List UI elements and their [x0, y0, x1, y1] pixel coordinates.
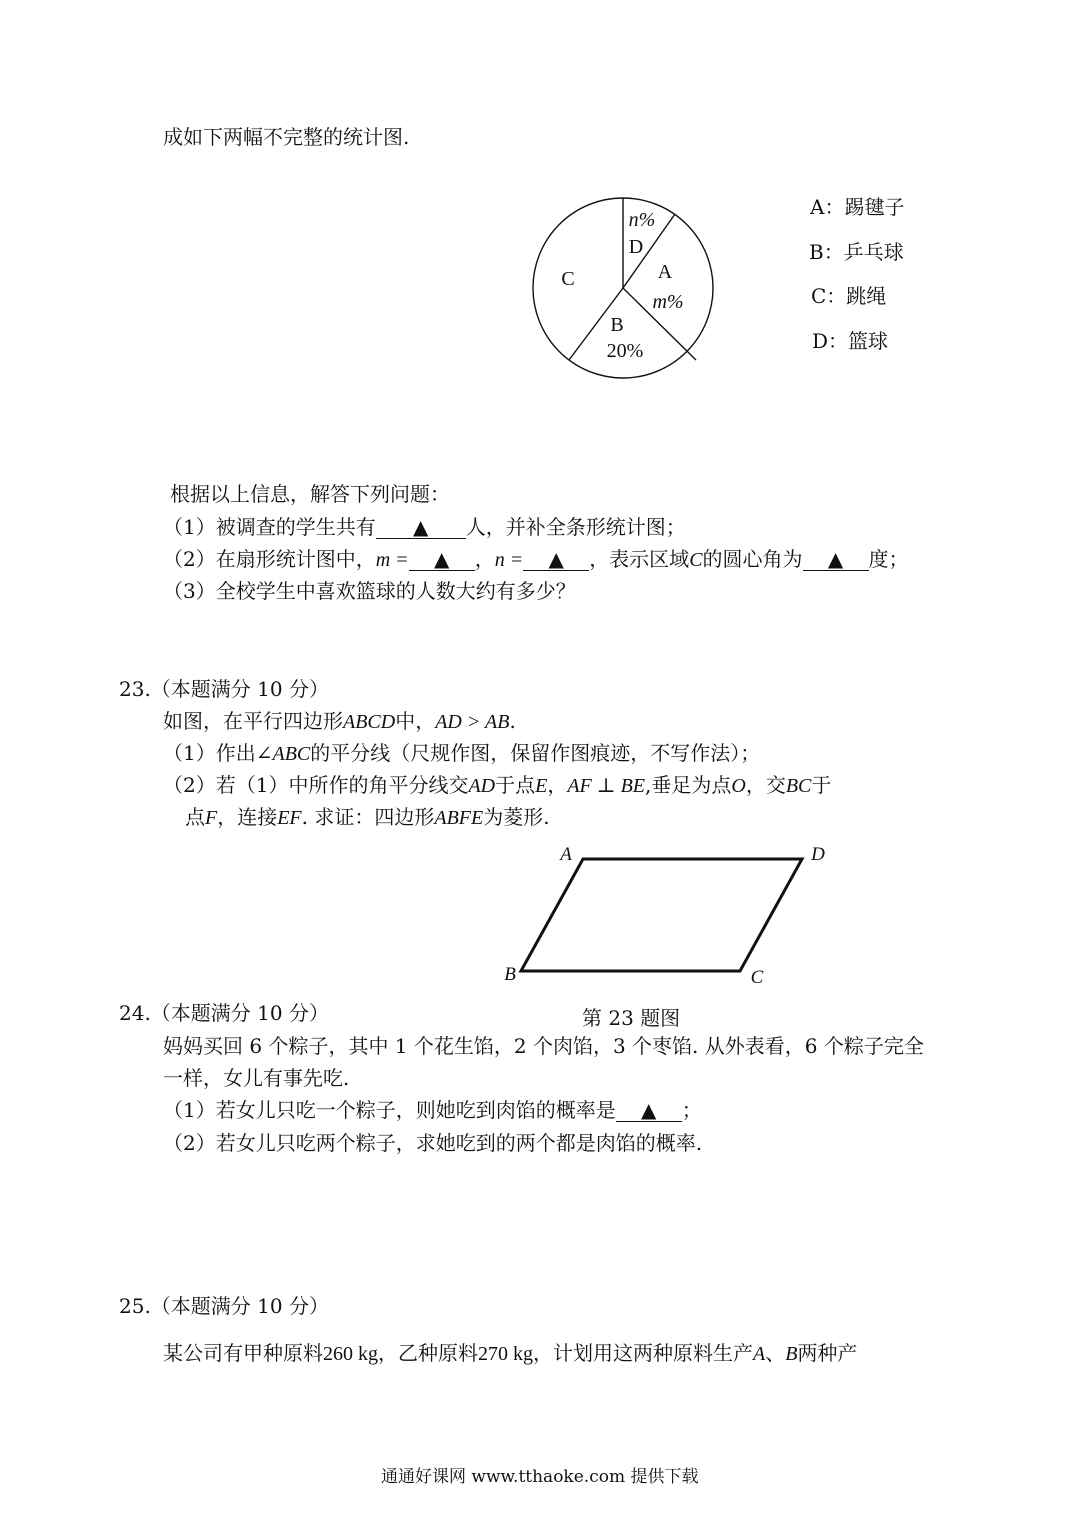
var-E: E	[535, 775, 548, 797]
pie-slice-label-D-value: n%	[628, 209, 656, 231]
q22-part1-text-a: （1）被调查的学生共有	[163, 515, 376, 539]
answer-blank-probability[interactable]: ▲	[616, 1099, 682, 1122]
weight-270: 270 kg	[478, 1343, 533, 1365]
answer-blank-angle[interactable]: ▲	[803, 548, 869, 571]
var-C: C	[689, 549, 703, 571]
var-m: m =	[375, 549, 409, 571]
parallelogram-figure	[500, 840, 830, 990]
q23-line4	[185, 805, 550, 830]
legend-item-D: D：篮球	[812, 329, 889, 353]
answer-blank-n[interactable]: ▲	[523, 548, 589, 571]
var-F: F	[205, 807, 218, 829]
q24-line1: 妈妈买回 6 个粽子，其中 1 个花生馅，2 个肉馅，3 个枣馅. 从外表看，6 个粽子完全	[163, 1034, 924, 1058]
q25-line1-a: 某公司有甲种原料	[163, 1341, 323, 1365]
legend-item-C: C：跳绳	[811, 284, 887, 308]
q25-line1-b: ，乙种原料	[378, 1341, 478, 1365]
q22-part1-text-b: 人，并补全条形统计图；	[465, 515, 686, 539]
q23-heading: 23.（本题满分 10 分）	[119, 677, 329, 701]
q22-part3: （3）全校学生中喜欢篮球的人数大约有多少？	[163, 579, 576, 603]
q23-line3-c: ，	[547, 773, 568, 797]
q22-part1	[163, 515, 686, 539]
footer-watermark: 通通好课网 www.tthaoke.com 提供下载	[381, 1467, 699, 1487]
q23-line3	[163, 773, 831, 798]
q22-part2-text-b: ，表示区域	[589, 547, 690, 571]
q23-line2-b: 的平分线（尺规作图，保留作图痕迹，不写作法）；	[310, 741, 761, 765]
var-AD: AD	[468, 775, 496, 797]
var-n: n =	[494, 549, 524, 571]
intro-line: 成如下两幅不完整的统计图.	[163, 125, 410, 149]
relation-AD-AB: AD > AB	[435, 711, 510, 733]
var-O: O	[731, 775, 746, 797]
q24-line3	[163, 1098, 702, 1122]
pie-chart	[532, 197, 714, 379]
parallelogram-ABCD	[521, 859, 802, 971]
q24-line4: （2）若女儿只吃两个粽子，求她吃到的两个都是肉馅的概率.	[163, 1131, 703, 1155]
weight-260: 260 kg	[323, 1343, 378, 1365]
pie-slice-label-B: B	[610, 314, 624, 336]
var-ABCD: ABCD	[343, 711, 396, 733]
q23-line1-b: 中，	[395, 709, 436, 733]
q22-part2-text-c: 的圆心角为	[702, 547, 803, 571]
q22-part2-text-a: （2）在扇形统计图中，	[163, 547, 376, 571]
q23-line3-d: ,垂足为点	[645, 773, 732, 797]
vertex-label-B: B	[504, 964, 516, 985]
var-ABFE: ABFE	[434, 807, 484, 829]
answer-blank[interactable]: ▲	[376, 516, 466, 539]
var-B: B	[785, 1343, 798, 1365]
q23-line4-b: ，连接	[217, 805, 278, 829]
q22-part2-text-d: 度；	[868, 547, 909, 571]
q24-line3-b: ；	[681, 1098, 702, 1122]
q22-part2-sep: ，	[474, 547, 495, 571]
q23-line4-a: 点	[185, 805, 205, 829]
q22-part2	[163, 547, 909, 572]
figure-caption: 第 23 题图	[582, 1006, 681, 1030]
pie-slice-label-C: C	[561, 268, 575, 290]
q23-line4-c: . 求证：四边形	[301, 805, 435, 829]
q25-line1	[163, 1341, 857, 1366]
angle-ABC: ∠ABC	[255, 743, 311, 765]
q25-heading: 25.（本题满分 10 分）	[119, 1294, 329, 1318]
q22-lead: 根据以上信息，解答下列问题：	[170, 482, 450, 506]
pie-slice-label-A-value: m%	[652, 291, 684, 313]
vertex-label-D: D	[811, 844, 825, 865]
vertex-label-C: C	[750, 967, 764, 988]
q23-line3-a: （2）若（1）中所作的角平分线交	[163, 773, 469, 797]
q24-line3-a: （1）若女儿只吃一个粽子，则她吃到肉馅的概率是	[163, 1098, 616, 1122]
q23-line3-b: 于点	[495, 773, 536, 797]
q24-heading: 24.（本题满分 10 分）	[119, 1001, 329, 1025]
vertex-label-A: A	[560, 844, 572, 865]
q25-line1-e: 两种产	[797, 1341, 858, 1365]
q23-line4-d: 为菱形.	[483, 805, 550, 829]
pie-slice-label-B-value: 20%	[606, 340, 644, 362]
perp-AF-BE: AF ⊥ BE	[567, 775, 646, 797]
legend-item-B: B：乒乓球	[809, 240, 904, 264]
pie-slice-label-A: A	[657, 261, 673, 283]
q24-line2: 一样，女儿有事先吃.	[163, 1066, 350, 1090]
q23-line3-f: 于	[811, 773, 832, 797]
q23-line3-e: ，交	[745, 773, 786, 797]
var-A: A	[753, 1343, 766, 1365]
var-BC: BC	[785, 775, 812, 797]
q23-line2-a: （1）作出	[163, 741, 256, 765]
q23-line1	[163, 709, 516, 734]
var-EF: EF	[277, 807, 302, 829]
q25-line1-d: 、	[765, 1341, 786, 1365]
q23-line2	[163, 741, 760, 766]
pie-slice-label-D: D	[628, 236, 644, 258]
legend-item-A: A：踢毽子	[810, 195, 905, 219]
q23-line1-c: .	[509, 709, 516, 733]
answer-blank-m[interactable]: ▲	[409, 548, 475, 571]
q25-line1-c: ，计划用这两种原料生产	[533, 1341, 753, 1365]
q23-line1-a: 如图，在平行四边形	[163, 709, 343, 733]
